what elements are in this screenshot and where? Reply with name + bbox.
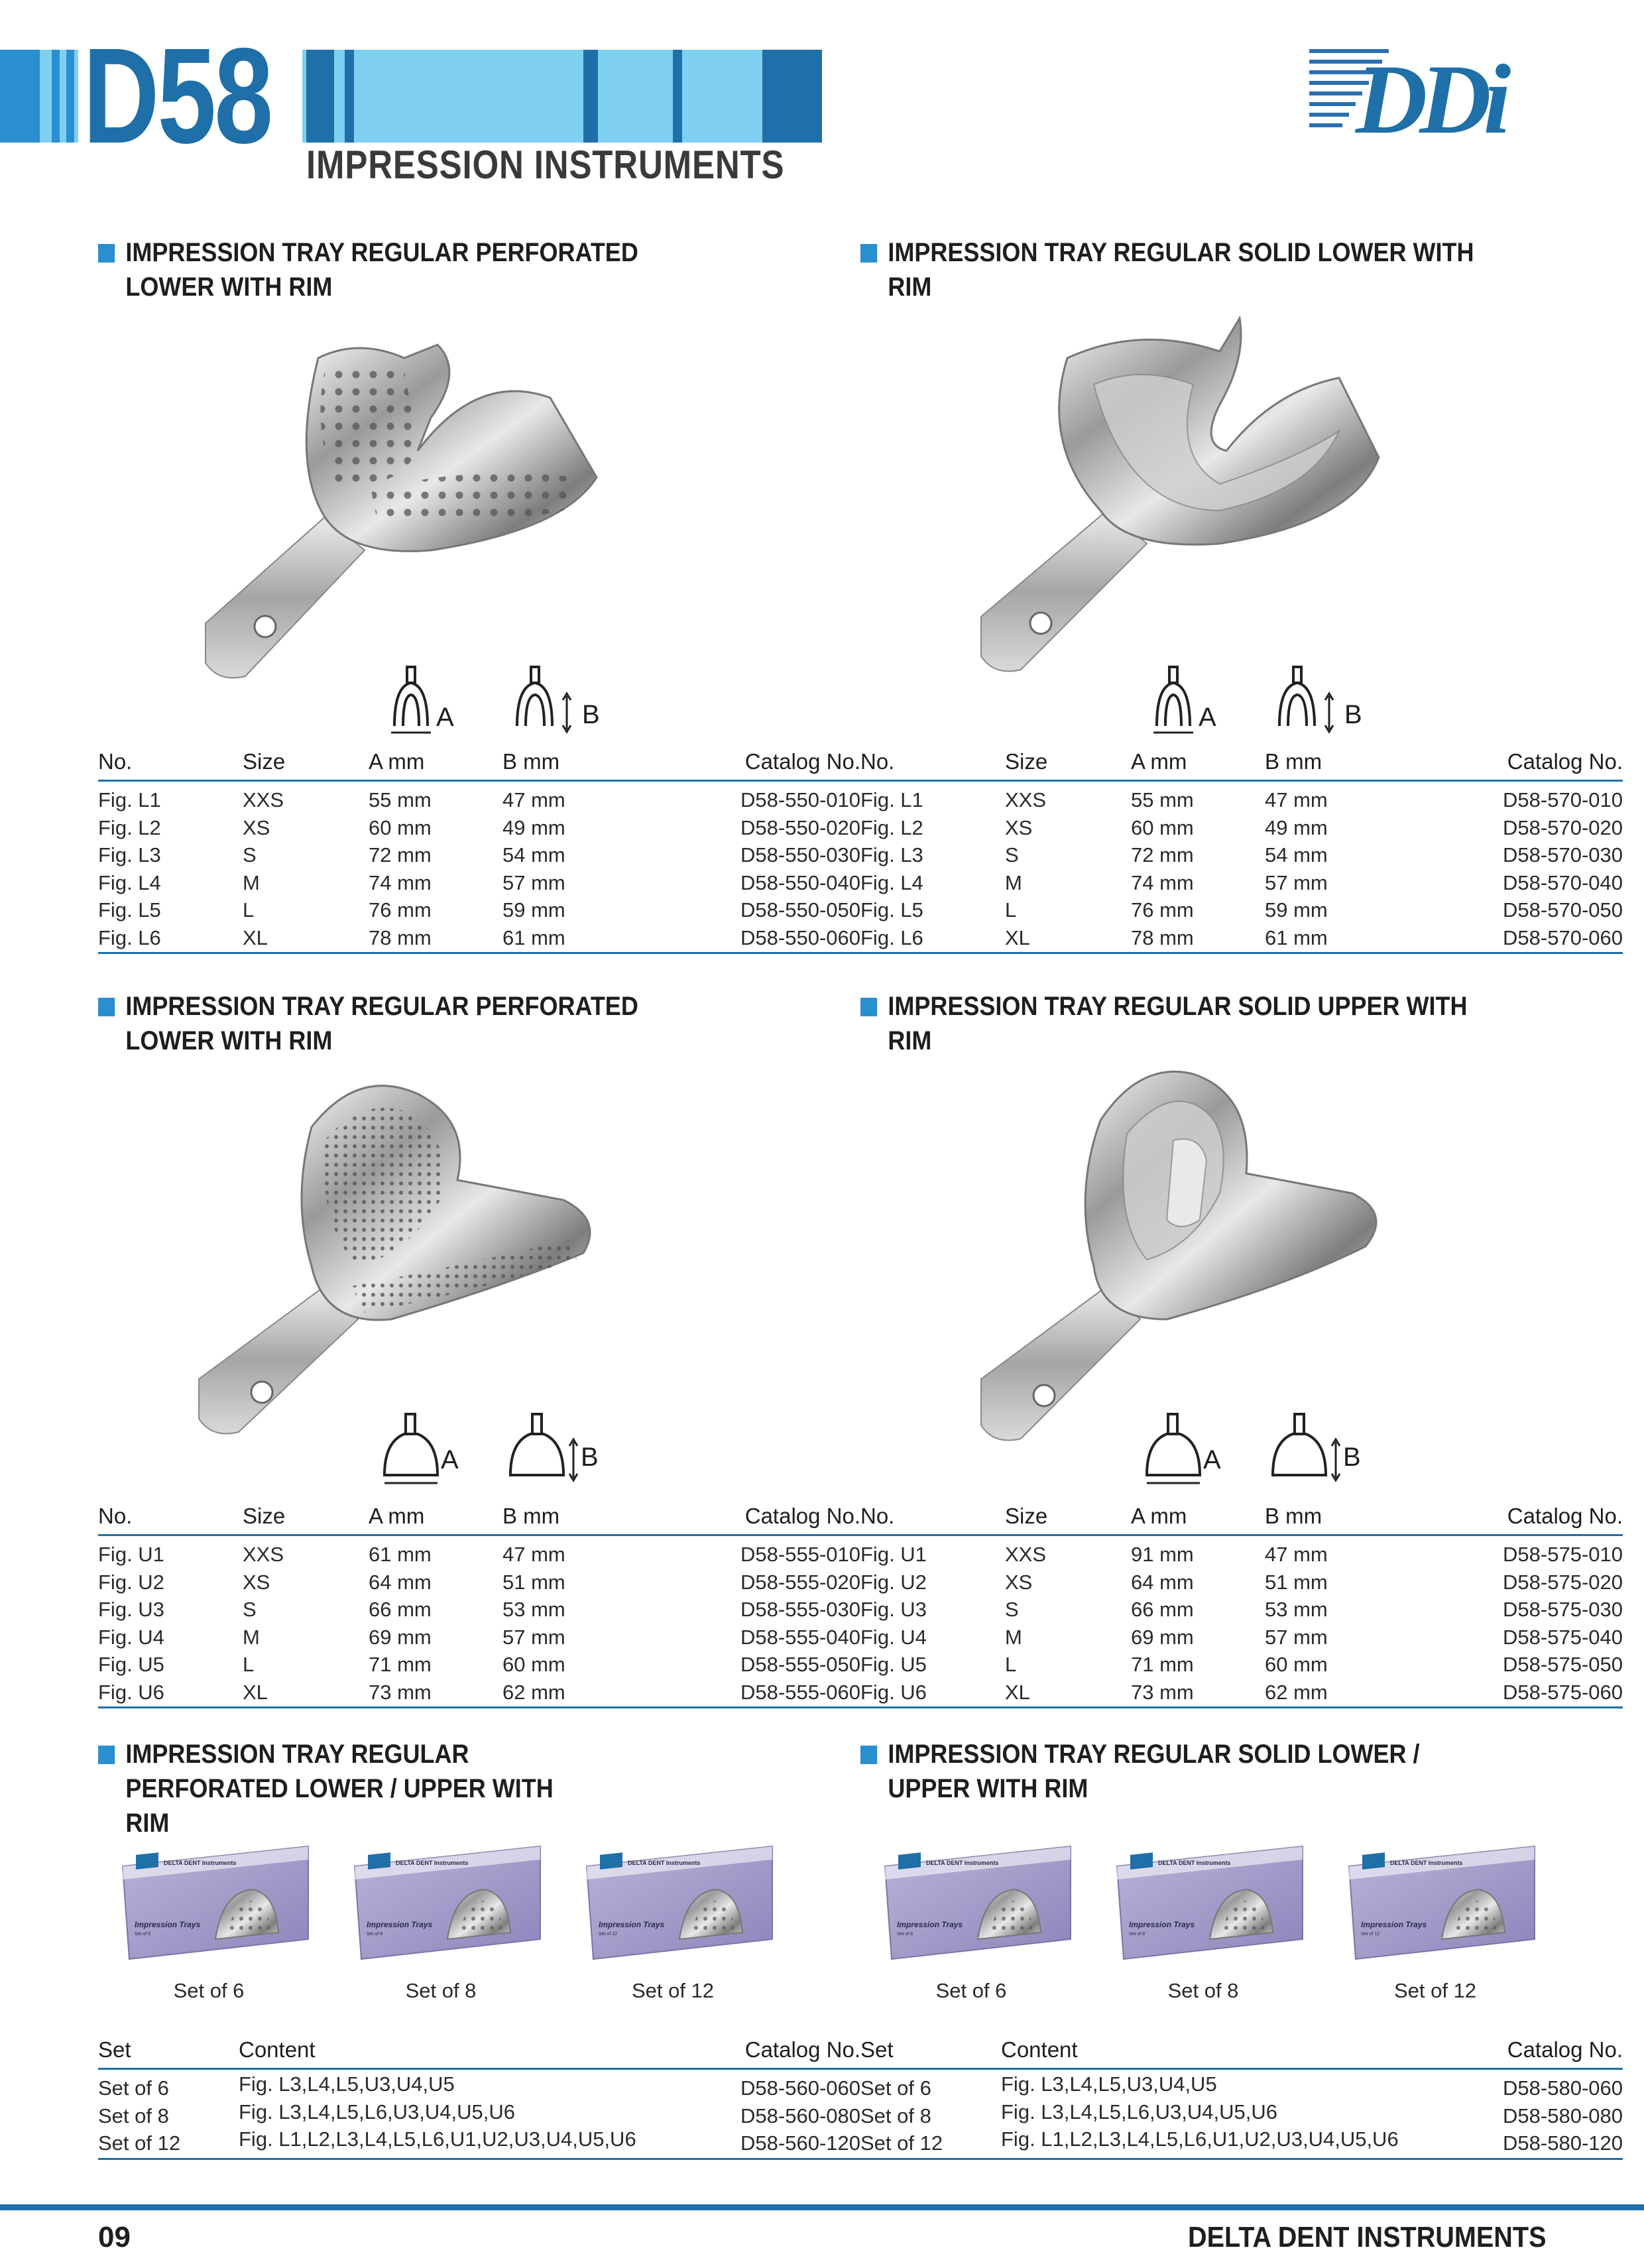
column-header: A mm bbox=[1131, 1504, 1187, 1528]
table-body bbox=[860, 2070, 1623, 2160]
table-cell: D58-560-080 bbox=[740, 2104, 860, 2127]
box-product-text: Impression Trays bbox=[599, 1920, 665, 1929]
table-cell: XXS bbox=[1005, 788, 1047, 811]
table-row bbox=[860, 842, 1623, 870]
dimension-b-label: B bbox=[581, 1443, 599, 1472]
table-cell: D58-550-010 bbox=[740, 788, 860, 811]
column-header: Size bbox=[243, 749, 286, 774]
table-cell: 69 mm bbox=[1131, 1625, 1194, 1649]
dimension-a-label: A bbox=[436, 703, 454, 732]
table-cell: XXS bbox=[243, 1543, 284, 1566]
table-row bbox=[98, 897, 860, 925]
table-cell: XL bbox=[243, 1680, 268, 1704]
table-row bbox=[98, 1596, 860, 1624]
table-row bbox=[98, 1679, 860, 1707]
table-cell: XXS bbox=[1005, 1543, 1047, 1566]
table-row bbox=[860, 815, 1623, 843]
table-cell: Fig. U4 bbox=[860, 1625, 927, 1649]
table-cell: Set of 6 bbox=[860, 2076, 931, 2100]
table-cell: Fig. L1,L2,L3,L4,L5,L6,U1,U2,U3,U4,U5,U6 bbox=[1001, 2127, 1399, 2151]
table-cell: D58-570-030 bbox=[1503, 843, 1623, 866]
column-header: No. bbox=[98, 1504, 133, 1528]
table-cell: M bbox=[1005, 870, 1022, 894]
box-set-text: Set of 8 bbox=[367, 1932, 383, 1937]
dimension-a-label: A bbox=[441, 1445, 459, 1474]
table-cell: Fig. L3 bbox=[860, 843, 923, 866]
column-header: Set bbox=[860, 2037, 894, 2062]
header-stripe bbox=[0, 50, 40, 143]
table-cell: 55 mm bbox=[369, 788, 432, 811]
table-cell: Fig. L4 bbox=[860, 870, 923, 894]
set-table bbox=[98, 2032, 860, 2160]
table-row bbox=[860, 2100, 1623, 2131]
table-cell: Fig. L2 bbox=[98, 815, 161, 839]
box-brand-text: DELTA DENT Instruments bbox=[1158, 1860, 1231, 1866]
size-table bbox=[860, 1498, 1623, 1708]
size-table bbox=[98, 1498, 860, 1708]
table-cell: 74 mm bbox=[369, 870, 432, 894]
table-row bbox=[860, 787, 1623, 815]
table-cell: M bbox=[1005, 1625, 1022, 1649]
table-cell: Set of 12 bbox=[98, 2131, 181, 2155]
dimension-b-label: B bbox=[1343, 1443, 1361, 1472]
ddi-logo bbox=[1309, 40, 1548, 146]
table-cell: Fig. L6 bbox=[98, 925, 161, 949]
column-header: No. bbox=[860, 749, 895, 774]
column-header: Size bbox=[243, 1504, 286, 1528]
table-cell: Fig. U6 bbox=[860, 1680, 927, 1704]
table-cell: 72 mm bbox=[1131, 843, 1194, 866]
table-cell: M bbox=[243, 870, 260, 894]
column-header: B mm bbox=[1265, 1504, 1322, 1528]
dimension-a-label: A bbox=[1203, 1445, 1221, 1474]
table-cell: D58-550-030 bbox=[740, 843, 860, 866]
size-table bbox=[860, 744, 1623, 954]
table-cell: M bbox=[243, 1625, 260, 1649]
table-cell: Fig. U5 bbox=[860, 1653, 927, 1676]
table-cell: Fig. U3 bbox=[98, 1598, 164, 1621]
table-row bbox=[98, 815, 860, 843]
table-cell: 57 mm bbox=[502, 870, 565, 894]
set-caption: Set of 8 bbox=[1167, 1979, 1239, 2002]
table-cell: 54 mm bbox=[1265, 843, 1328, 866]
table-cell: Fig. L3,L4,L5,L6,U3,U4,U5,U6 bbox=[1001, 2100, 1278, 2123]
table-cell: 61 mm bbox=[502, 925, 565, 949]
table-cell: Fig. L1,L2,L3,L4,L5,L6,U1,U2,U3,U4,U5,U6 bbox=[239, 2127, 636, 2151]
table-cell: 47 mm bbox=[502, 788, 565, 811]
box-set-text: Set of 12 bbox=[599, 1932, 618, 1937]
table-cell: 76 mm bbox=[1131, 898, 1194, 922]
table-cell: 59 mm bbox=[502, 898, 565, 922]
set-table bbox=[860, 2032, 1623, 2160]
table-cell: D58-555-060 bbox=[740, 1680, 860, 1704]
table-cell: XS bbox=[243, 1570, 270, 1594]
table-cell: Fig. U6 bbox=[98, 1680, 164, 1704]
header-stripe bbox=[66, 50, 74, 143]
header-stripe bbox=[345, 50, 354, 143]
table-cell: 91 mm bbox=[1131, 1543, 1194, 1566]
table-row bbox=[98, 2072, 860, 2103]
table-cell: 47 mm bbox=[1265, 788, 1328, 811]
table-cell: 61 mm bbox=[369, 1543, 432, 1566]
column-header: A mm bbox=[1131, 749, 1187, 774]
table-cell: Fig. L3,L4,L5,L6,U3,U4,U5,U6 bbox=[239, 2100, 516, 2123]
table-header bbox=[860, 1498, 1623, 1536]
column-header: Content bbox=[1001, 2037, 1078, 2062]
table-cell: D58-550-060 bbox=[740, 925, 860, 949]
dimension-b-label: B bbox=[582, 700, 600, 729]
table-cell: 66 mm bbox=[369, 1598, 432, 1621]
table-cell: 62 mm bbox=[502, 1680, 565, 1704]
table-cell: 51 mm bbox=[502, 1570, 565, 1594]
table-cell: Fig. U3 bbox=[860, 1598, 927, 1621]
table-cell: D58-550-050 bbox=[740, 898, 860, 922]
table-cell: D58-575-060 bbox=[1503, 1680, 1623, 1704]
table-cell: XL bbox=[1005, 925, 1030, 949]
table-cell: 55 mm bbox=[1131, 788, 1194, 811]
table-row bbox=[98, 1624, 860, 1652]
column-header: No. bbox=[98, 749, 133, 774]
column-header: Catalog No. bbox=[744, 1504, 860, 1528]
table-row bbox=[860, 1541, 1623, 1569]
table-cell: D58-570-020 bbox=[1503, 815, 1623, 839]
table-cell: Fig. L2 bbox=[860, 815, 923, 839]
table-cell: 62 mm bbox=[1265, 1680, 1328, 1704]
table-cell: 73 mm bbox=[1131, 1680, 1194, 1704]
column-header: Catalog No. bbox=[1507, 2037, 1623, 2062]
table-cell: 73 mm bbox=[369, 1680, 432, 1704]
set-caption: Set of 12 bbox=[631, 1979, 715, 2002]
header-stripe bbox=[52, 50, 60, 143]
table-cell: Fig. L1 bbox=[860, 788, 923, 811]
box-product-text: Impression Trays bbox=[897, 1920, 963, 1929]
table-cell: 78 mm bbox=[1131, 925, 1194, 949]
table-cell: 66 mm bbox=[1131, 1598, 1194, 1621]
set-box-image bbox=[1110, 1840, 1309, 1962]
table-row bbox=[860, 870, 1623, 898]
box-brand-text: DELTA DENT Instruments bbox=[628, 1860, 701, 1866]
table-cell: D58-555-040 bbox=[740, 1625, 860, 1649]
box-brand-text: DELTA DENT Instruments bbox=[1390, 1860, 1463, 1866]
table-row bbox=[98, 1651, 860, 1679]
table-cell: L bbox=[243, 898, 255, 922]
table-cell: S bbox=[1005, 1598, 1019, 1621]
table-cell: 57 mm bbox=[1265, 1625, 1328, 1649]
table-row bbox=[98, 870, 860, 898]
table-cell: Fig. U2 bbox=[98, 1570, 164, 1594]
set-caption: Set of 6 bbox=[935, 1979, 1007, 2002]
page-title: IMPRESSION INSTRUMENTS bbox=[306, 143, 785, 187]
table-cell: 64 mm bbox=[369, 1570, 432, 1594]
table-cell: D58-575-030 bbox=[1503, 1598, 1623, 1621]
table-row bbox=[860, 897, 1623, 925]
column-header: A mm bbox=[369, 1504, 425, 1528]
dimension-b-label: B bbox=[1344, 700, 1362, 729]
table-cell: 54 mm bbox=[502, 843, 565, 866]
table-header bbox=[860, 2032, 1623, 2070]
table-cell: 60 mm bbox=[1265, 1653, 1328, 1676]
table-header bbox=[98, 1498, 860, 1536]
table-cell: Fig. U2 bbox=[860, 1570, 927, 1594]
set-box-image bbox=[580, 1840, 779, 1962]
set-caption: Set of 8 bbox=[405, 1979, 477, 2002]
table-row bbox=[860, 925, 1623, 953]
table-cell: 53 mm bbox=[1265, 1598, 1328, 1621]
table-cell: 71 mm bbox=[369, 1653, 432, 1676]
table-row bbox=[860, 1569, 1623, 1597]
table-cell: Fig. U1 bbox=[98, 1543, 164, 1566]
table-row bbox=[98, 2127, 860, 2158]
table-header bbox=[98, 2032, 860, 2070]
header-stripe bbox=[762, 50, 822, 143]
set-box-image bbox=[1342, 1840, 1541, 1962]
column-header: A mm bbox=[369, 749, 425, 774]
table-row bbox=[860, 1651, 1623, 1679]
table-cell: L bbox=[1005, 1653, 1017, 1676]
column-header: Set bbox=[98, 2037, 131, 2062]
column-header: B mm bbox=[502, 1504, 560, 1528]
table-cell: D58-555-020 bbox=[740, 1570, 860, 1594]
table-body bbox=[860, 1536, 1623, 1708]
box-brand-text: DELTA DENT Instruments bbox=[396, 1860, 469, 1866]
column-header: B mm bbox=[1265, 749, 1322, 774]
footer-brand: DELTA DENT INSTRUMENTS bbox=[1187, 2221, 1546, 2253]
table-cell: Fig. U1 bbox=[860, 1543, 927, 1566]
table-cell: Set of 6 bbox=[98, 2076, 169, 2100]
table-cell: 47 mm bbox=[1265, 1543, 1328, 1566]
table-row bbox=[98, 1569, 860, 1597]
column-header: Catalog No. bbox=[744, 2037, 860, 2062]
set-caption: Set of 6 bbox=[173, 1979, 245, 2002]
table-cell: D58-580-080 bbox=[1503, 2104, 1623, 2127]
table-cell: 61 mm bbox=[1265, 925, 1328, 949]
table-cell: 71 mm bbox=[1131, 1653, 1194, 1676]
table-cell: L bbox=[1005, 898, 1017, 922]
table-cell: XL bbox=[1005, 1680, 1030, 1704]
table-cell: 72 mm bbox=[369, 843, 432, 866]
table-cell: 59 mm bbox=[1265, 898, 1328, 922]
dimension-b-diagram bbox=[1269, 1409, 1349, 1488]
column-header: Content bbox=[239, 2037, 316, 2062]
table-cell: S bbox=[243, 1598, 257, 1621]
table-cell: D58-570-060 bbox=[1503, 925, 1623, 949]
table-cell: 74 mm bbox=[1131, 870, 1194, 894]
dimension-a-label: A bbox=[1199, 703, 1216, 732]
box-brand-text: DELTA DENT Instruments bbox=[164, 1860, 237, 1866]
table-cell: XS bbox=[1005, 1570, 1033, 1594]
table-cell: Set of 12 bbox=[860, 2131, 943, 2155]
column-header: Catalog No. bbox=[744, 749, 860, 774]
footer-rule bbox=[0, 2204, 1644, 2210]
table-cell: D58-555-030 bbox=[740, 1598, 860, 1621]
table-cell: D58-575-010 bbox=[1503, 1543, 1623, 1566]
table-body bbox=[98, 2070, 860, 2160]
table-cell: 69 mm bbox=[369, 1625, 432, 1649]
table-cell: 49 mm bbox=[1265, 815, 1328, 839]
table-cell: Fig. L3,L4,L5,U3,U4,U5 bbox=[239, 2072, 455, 2096]
table-row bbox=[98, 2100, 860, 2131]
column-header: Size bbox=[1005, 1504, 1048, 1528]
table-cell: D58-570-050 bbox=[1503, 898, 1623, 922]
tray-solid-lower-image bbox=[968, 312, 1392, 683]
table-row bbox=[98, 842, 860, 870]
table-cell: Fig. L5 bbox=[98, 898, 161, 922]
box-product-text: Impression Trays bbox=[367, 1920, 433, 1929]
box-product-text: Impression Trays bbox=[135, 1920, 201, 1929]
table-row bbox=[860, 2127, 1623, 2158]
box-product-text: Impression Trays bbox=[1361, 1920, 1427, 1929]
table-cell: D58-570-010 bbox=[1503, 788, 1623, 811]
box-set-text: Set of 6 bbox=[897, 1932, 913, 1937]
dimension-b-diagram bbox=[507, 663, 580, 736]
table-row bbox=[860, 1596, 1623, 1624]
header-stripe bbox=[673, 50, 682, 143]
table-cell: 60 mm bbox=[502, 1653, 565, 1676]
table-row bbox=[98, 787, 860, 815]
page-number: 09 bbox=[98, 2221, 131, 2253]
table-cell: D58-575-020 bbox=[1503, 1570, 1623, 1594]
table-cell: 49 mm bbox=[502, 815, 565, 839]
table-header bbox=[98, 744, 860, 782]
table-cell: XS bbox=[1005, 815, 1033, 839]
set-caption: Set of 12 bbox=[1393, 1979, 1477, 2002]
table-cell: 53 mm bbox=[502, 1598, 565, 1621]
table-cell: XL bbox=[243, 925, 268, 949]
box-set-text: Set of 6 bbox=[135, 1932, 151, 1937]
tray-perforated-lower-image bbox=[192, 331, 616, 689]
header-stripe bbox=[306, 50, 334, 143]
table-cell: D58-550-040 bbox=[740, 870, 860, 894]
tray-perforated-upper-image bbox=[192, 1067, 616, 1439]
table-row bbox=[860, 1624, 1623, 1652]
table-cell: Set of 8 bbox=[98, 2104, 169, 2127]
table-cell: S bbox=[243, 843, 257, 866]
dimension-b-diagram bbox=[507, 1409, 587, 1488]
table-row bbox=[860, 2072, 1623, 2103]
table-cell: D58-555-010 bbox=[740, 1543, 860, 1566]
table-cell: Fig. L3,L4,L5,U3,U4,U5 bbox=[1001, 2072, 1217, 2096]
table-cell: 64 mm bbox=[1131, 1570, 1194, 1594]
table-cell: D58-555-050 bbox=[740, 1653, 860, 1676]
table-cell: 76 mm bbox=[369, 898, 432, 922]
table-cell: 57 mm bbox=[502, 1625, 565, 1649]
column-header: Size bbox=[1005, 749, 1048, 774]
size-table bbox=[98, 744, 860, 954]
table-cell: D58-560-120 bbox=[740, 2131, 860, 2155]
table-row bbox=[98, 1541, 860, 1569]
table-cell: 78 mm bbox=[369, 925, 432, 949]
table-body bbox=[98, 1536, 860, 1708]
box-set-text: Set of 8 bbox=[1129, 1932, 1145, 1937]
table-cell: 60 mm bbox=[369, 815, 432, 839]
box-product-text: Impression Trays bbox=[1129, 1920, 1195, 1929]
table-cell: Fig. L5 bbox=[860, 898, 923, 922]
table-cell: D58-550-020 bbox=[740, 815, 860, 839]
table-cell: D58-580-120 bbox=[1503, 2131, 1623, 2155]
table-cell: Fig. L3 bbox=[98, 843, 161, 866]
column-header: B mm bbox=[502, 749, 560, 774]
logo-text: DDi bbox=[1356, 44, 1503, 146]
table-body bbox=[860, 782, 1623, 954]
set-box-image bbox=[348, 1840, 547, 1962]
table-cell: D58-575-040 bbox=[1503, 1625, 1623, 1649]
box-brand-text: DELTA DENT Instruments bbox=[926, 1860, 999, 1866]
table-cell: S bbox=[1005, 843, 1019, 866]
table-row bbox=[98, 925, 860, 953]
table-cell: XXS bbox=[243, 788, 284, 811]
table-cell: 51 mm bbox=[1265, 1570, 1328, 1594]
table-cell: D58-575-050 bbox=[1503, 1653, 1623, 1676]
table-body bbox=[98, 782, 860, 954]
table-cell: 60 mm bbox=[1131, 815, 1194, 839]
set-box-image bbox=[878, 1840, 1077, 1962]
set-box-image bbox=[116, 1840, 315, 1962]
column-header: No. bbox=[860, 1504, 895, 1528]
table-cell: Fig. L6 bbox=[860, 925, 923, 949]
table-cell: 57 mm bbox=[1265, 870, 1328, 894]
box-set-text: Set of 12 bbox=[1361, 1932, 1380, 1937]
table-cell: L bbox=[243, 1653, 255, 1676]
table-header bbox=[860, 744, 1623, 782]
dimension-b-diagram bbox=[1269, 663, 1342, 736]
table-cell: D58-560-060 bbox=[740, 2076, 860, 2100]
table-cell: Fig. U5 bbox=[98, 1653, 164, 1676]
table-cell: Fig. L1 bbox=[98, 788, 161, 811]
table-row bbox=[860, 1679, 1623, 1707]
table-cell: Set of 8 bbox=[860, 2104, 931, 2127]
column-header: Catalog No. bbox=[1507, 749, 1623, 774]
table-cell: XS bbox=[243, 815, 270, 839]
catalog-code: D58 bbox=[83, 20, 271, 172]
header-stripe bbox=[583, 50, 598, 143]
table-cell: Fig. U4 bbox=[98, 1625, 164, 1649]
table-cell: Fig. L4 bbox=[98, 870, 161, 894]
table-cell: D58-580-060 bbox=[1503, 2076, 1623, 2100]
tray-solid-upper-image bbox=[968, 1061, 1392, 1445]
table-cell: D58-570-040 bbox=[1503, 870, 1623, 894]
column-header: Catalog No. bbox=[1507, 1504, 1623, 1528]
table-cell: 47 mm bbox=[502, 1543, 565, 1566]
